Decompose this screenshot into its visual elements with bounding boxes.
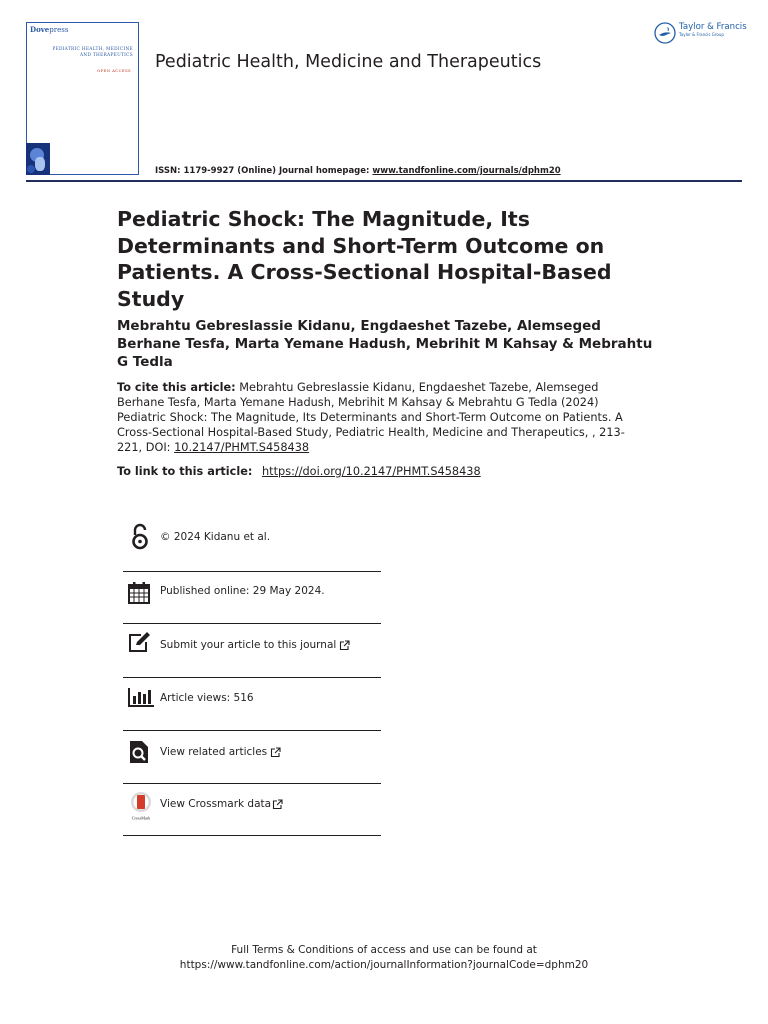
- header-divider: [26, 180, 742, 182]
- dovepress-logo: Dovepress: [30, 25, 69, 34]
- external-link-icon: [339, 640, 350, 651]
- edit-icon: [127, 631, 153, 657]
- submit-article-link[interactable]: Submit your article to this journal: [160, 639, 350, 651]
- terms-text: Full Terms & Conditions of access and use can be found at: [231, 944, 537, 956]
- published-date: Published online: 29 May 2024.: [160, 585, 325, 597]
- info-related[interactable]: [123, 731, 381, 784]
- cover-open-access-label: OPEN ACCESS: [97, 68, 131, 73]
- external-link-icon: [272, 799, 283, 810]
- journal-homepage-link[interactable]: www.tandfonline.com/journals/dphm20: [372, 166, 561, 176]
- article-authors: Mebrahtu Gebreslassie Kidanu, Engdaeshet Tazebe, Alemseged Berhane Tesfa, Marta Yemane Hadush, Mebrihit M Kahsay & Mebrahtu G Tedla: [117, 318, 653, 370]
- info-copyright: [123, 515, 381, 572]
- calendar-icon: [127, 581, 153, 607]
- info-crossmark[interactable]: [123, 784, 381, 836]
- article-views: Article views: 516: [160, 692, 254, 704]
- article-info-list: [123, 515, 381, 836]
- terms-url[interactable]: https://www.tandfonline.com/action/journalInformation?journalCode=dphm20: [179, 958, 589, 971]
- journal-title: Pediatric Health, Medicine and Therapeutics: [155, 52, 542, 72]
- cite-label: To cite this article:: [117, 381, 236, 394]
- issn-line: [155, 166, 561, 176]
- info-published: [123, 572, 381, 624]
- bar-chart-icon: [127, 686, 153, 712]
- cover-journal-title: PEDIATRIC HEALTH, MEDICINE AND THERAPEUTICS: [52, 47, 133, 58]
- taylor-francis-name: Taylor & Francis: [679, 22, 747, 32]
- crossmark-link[interactable]: View Crossmark data: [160, 798, 283, 810]
- cover-artwork: [26, 143, 50, 175]
- related-articles-link[interactable]: View related articles: [160, 746, 281, 758]
- doi-link[interactable]: 10.2147/PHMT.S458438: [174, 441, 310, 454]
- related-articles-icon: [127, 740, 153, 766]
- article-title: Pediatric Shock: The Magnitude, Its Determinants and Short-Term Outcome on Patients. A Cross-Sectional Hospital-Based Study: [117, 207, 612, 311]
- info-views: [123, 678, 381, 731]
- issn-label: ISSN: 1179-9927 (Online) Journal homepage:: [155, 166, 373, 176]
- info-submit[interactable]: [123, 624, 381, 678]
- taylor-francis-logo[interactable]: [654, 22, 747, 44]
- open-access-icon: [127, 523, 153, 549]
- taylor-francis-lamp-icon: [654, 22, 676, 44]
- citation-text: Mebrahtu Gebreslassie Kidanu, Engdaeshet Tazebe, Alemseged Berhane Tesfa, Marta Yemane Hadush, Mebrihit M Kahsay & Mebrahtu G Tedla (2024) Pediatric Shock: The Magnitude, Its Determinants and Short-Term Outcome on Patients. A Cross-Sectional Hospital-Based Study, Pediatric Health, Medicine and Therapeutics, , 213-221, DOI:: [117, 381, 625, 454]
- external-link-icon: [270, 747, 281, 758]
- copyright-text: © 2024 Kidanu et al.: [160, 531, 271, 543]
- terms-footer: [0, 943, 768, 972]
- crossmark-badge-text: CrossMark: [131, 815, 151, 821]
- journal-cover-thumbnail[interactable]: [26, 22, 139, 175]
- crossmark-icon: [127, 791, 153, 821]
- article-doi-url[interactable]: https://doi.org/10.2147/PHMT.S458438: [262, 465, 481, 478]
- article-link-line: [117, 464, 481, 479]
- citation-block: [117, 380, 647, 455]
- taylor-francis-subtitle: Taylor & Francis Group: [679, 32, 724, 37]
- link-label: To link to this article:: [117, 465, 253, 478]
